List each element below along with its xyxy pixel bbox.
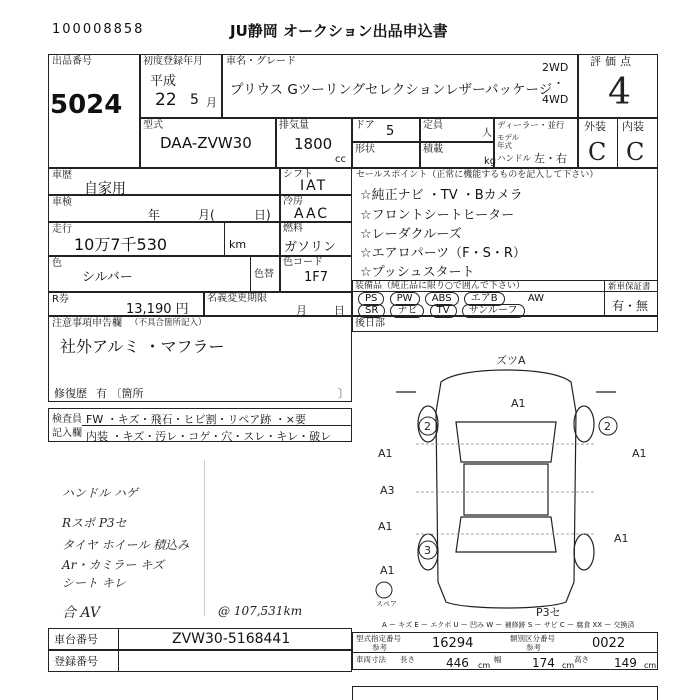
mileage-value: 10万7千530 bbox=[74, 235, 168, 254]
damage-legend: A ー キズ E ー エクボ U ー 凹み W ー 補修跡 S ー サビ C ー 腐食 XX ー 交換済 bbox=[382, 621, 635, 629]
mileage-unit-divider bbox=[224, 222, 225, 256]
handle-value: 左・右 bbox=[534, 152, 567, 165]
inspection-label: 車検 bbox=[52, 197, 72, 208]
name-change-month: 月 bbox=[296, 304, 307, 317]
repair-label: 修復歴 bbox=[54, 387, 87, 400]
equip-aw: AW bbox=[527, 293, 544, 304]
chassis-value: ZVW30-5168441 bbox=[172, 631, 291, 647]
chassis-label: 車台番号 bbox=[54, 633, 98, 646]
notes-label: 注意事項申告欄 bbox=[52, 318, 122, 329]
registration-month-unit: 月 bbox=[206, 96, 217, 109]
car-type-label: 車歴 bbox=[52, 170, 72, 181]
rating-divider bbox=[617, 118, 618, 168]
shift-label: シフト bbox=[283, 169, 313, 180]
inspection-day: 日) bbox=[254, 208, 271, 222]
hand-note-4: Ar・カミラー キズ bbox=[62, 558, 164, 572]
diagram-label-right-rear: A1 bbox=[614, 532, 629, 545]
shape-label: 形状 bbox=[355, 144, 375, 155]
inspector-row-1: FW ・キズ・飛石・ヒビ割・リペア跡 ・×要 bbox=[86, 413, 306, 426]
notes-divider bbox=[204, 460, 205, 616]
load-unit: kg bbox=[484, 156, 497, 167]
registration-label: 初度登録年月 bbox=[143, 56, 203, 67]
diagram-label-left-front: A1 bbox=[378, 447, 393, 460]
width-value: 174 bbox=[532, 656, 555, 670]
sales-point-4: ☆エアロパーツ（F・S・R） bbox=[360, 246, 526, 261]
inspector-label-2: 記入欄 bbox=[52, 428, 82, 439]
form-title: JU静岡 オークション出品申込書 bbox=[230, 22, 448, 40]
width-label: 幅 bbox=[494, 655, 502, 664]
model-code-label: 型式 bbox=[143, 120, 163, 131]
size-label: 車両寸法 bbox=[356, 655, 386, 664]
rating-label: 評価点 bbox=[590, 55, 635, 68]
width-unit: cm bbox=[562, 661, 575, 670]
inspector-label-1: 検査員 bbox=[52, 414, 82, 425]
height-value: 149 bbox=[614, 656, 637, 670]
capacity-unit: 人 bbox=[482, 128, 492, 139]
diagram-label-fr-tire: 2 bbox=[604, 420, 611, 433]
new-manual-divider bbox=[604, 280, 605, 316]
equip-abs: ABS bbox=[425, 292, 459, 306]
aircon-label: 冷房 bbox=[283, 196, 303, 207]
notes-value: 社外アルミ ・マフラー bbox=[60, 337, 225, 356]
color-change-label: 色替 bbox=[254, 269, 274, 280]
car-type-value: 自家用 bbox=[84, 181, 126, 197]
diagram-label-rl-tire: 3 bbox=[424, 544, 431, 557]
diagram-label-fl-tire: 2 bbox=[424, 420, 431, 433]
class-value: 0022 bbox=[592, 636, 626, 651]
lot-number: 5024 bbox=[50, 90, 123, 120]
registration-month: 5 bbox=[190, 92, 199, 108]
inspection-month: 月( bbox=[198, 208, 215, 222]
diagram-label-left-door-1: A1 bbox=[378, 520, 393, 533]
capacity-label: 定員 bbox=[423, 120, 443, 131]
lot-label: 出品番号 bbox=[52, 56, 92, 67]
drive-sep: ・ bbox=[553, 77, 564, 90]
dealer-label: ディーラー・並行 bbox=[497, 121, 565, 131]
interior-label: 内装 bbox=[622, 120, 644, 133]
displacement-label: 排気量 bbox=[279, 120, 309, 131]
equip-ps: PS bbox=[358, 292, 384, 306]
mileage-unit: km bbox=[229, 238, 247, 251]
fuel-label: 燃料 bbox=[283, 223, 303, 234]
rear-seat-cell bbox=[352, 316, 658, 332]
repair-end: 〕 bbox=[338, 387, 349, 400]
color-code-value: 1F7 bbox=[304, 270, 329, 285]
displacement-value: 1800 bbox=[294, 135, 333, 153]
name-change-day: 日 bbox=[334, 304, 345, 317]
exterior-grade: C bbox=[588, 138, 607, 166]
recycle-value: 13,190 円 bbox=[126, 302, 189, 317]
hand-note-6: 合 AV bbox=[62, 605, 100, 621]
model-year-label: モデル年式 bbox=[497, 133, 520, 150]
type-value: 16294 bbox=[432, 636, 474, 651]
drive-2wd: 2WD bbox=[542, 61, 569, 74]
hand-note-3: タイヤ ホイール 積込み bbox=[62, 538, 190, 552]
handle-label: ハンドル bbox=[497, 154, 532, 164]
hand-mileage: @ 107,531km bbox=[218, 604, 303, 618]
car-type-cell bbox=[48, 168, 280, 195]
registration-year: 22 bbox=[155, 90, 177, 110]
length-label: 長さ bbox=[400, 655, 415, 664]
reg-label: 登録番号 bbox=[54, 655, 98, 668]
equip-sunroof: サンルーフ bbox=[462, 304, 525, 318]
equip-sr: SR bbox=[358, 304, 385, 318]
mileage-label: 走行 bbox=[52, 224, 72, 235]
diagram-label-rear: P3セ bbox=[536, 606, 561, 619]
registration-era: 平成 bbox=[150, 74, 177, 89]
equip-tv: TV bbox=[430, 304, 457, 318]
sales-points-label: セールスポイント（正常に機能するものを記入して下さい） bbox=[356, 170, 599, 180]
height-label: 高さ bbox=[574, 655, 589, 664]
spec-row-divider bbox=[352, 652, 658, 653]
aircon-value: AAC bbox=[294, 206, 330, 222]
rating-value: 4 bbox=[608, 72, 631, 113]
damage-diagram bbox=[356, 352, 658, 622]
sales-point-5: ☆プッシュスタート bbox=[360, 265, 475, 280]
doors-label: ドア bbox=[355, 120, 375, 131]
type-label: 型式指定番号 bbox=[356, 634, 401, 643]
name-change-label: 名義変更期限 bbox=[207, 293, 267, 304]
drive-4wd: 4WD bbox=[542, 93, 569, 106]
length-value: 446 bbox=[446, 656, 469, 670]
bottom-stub bbox=[352, 686, 658, 700]
model-code-value: DAA-ZVW30 bbox=[160, 134, 252, 152]
class-label: 類別区分番号 bbox=[510, 634, 555, 643]
class-ref-label: 参考 bbox=[526, 643, 541, 652]
height-unit: cm bbox=[644, 661, 657, 670]
notes-sublabel: （不具合箇所記入） bbox=[130, 318, 207, 328]
interior-grade: C bbox=[626, 138, 645, 166]
equip-pw: PW bbox=[390, 292, 420, 306]
length-unit: cm bbox=[478, 661, 491, 670]
diagram-label-left-door-2: A3 bbox=[380, 484, 395, 497]
equip-airbag: エアB bbox=[464, 292, 505, 306]
hand-note-5: シート キレ bbox=[62, 576, 126, 590]
inspection-year: 年 bbox=[148, 208, 161, 222]
diagram-label-front: ズツA bbox=[496, 354, 526, 367]
repair-value: 有 〔箇所 bbox=[96, 387, 144, 400]
color-code-label: 色コード bbox=[283, 257, 323, 268]
rear-seat-label: 後日部 bbox=[355, 318, 385, 329]
shift-value: IAT bbox=[300, 178, 328, 194]
color-divider bbox=[250, 256, 251, 292]
exterior-label: 外装 bbox=[584, 120, 606, 133]
equipment-label: 装備品（純正品に限り○で囲んで下さい） bbox=[355, 281, 525, 291]
diagram-label-right-front: A1 bbox=[632, 447, 647, 460]
doors-value: 5 bbox=[386, 124, 395, 139]
fuel-value: ガソリン bbox=[284, 240, 337, 255]
model-grade-label: 車名・グレード bbox=[226, 56, 296, 67]
sales-point-1: ☆純正ナビ ・TV ・Bカメラ bbox=[360, 188, 523, 203]
equip-navi: ナビ bbox=[390, 304, 424, 318]
color-value: シルバー bbox=[82, 270, 133, 285]
color-label: 色 bbox=[52, 258, 62, 269]
form-serial-number: 100008858 bbox=[52, 22, 145, 37]
diagram-label-left-rear: A1 bbox=[380, 564, 395, 577]
load-label: 積載 bbox=[423, 144, 443, 155]
displacement-unit: cc bbox=[335, 154, 346, 165]
diagram-spare-label: スペア bbox=[376, 600, 397, 608]
type-ref-label: 参考 bbox=[372, 643, 387, 652]
diagram-label-hood: A1 bbox=[511, 397, 526, 410]
hand-note-2: Rスポ P3セ bbox=[62, 516, 127, 530]
sales-point-3: ☆レーダクルーズ bbox=[360, 227, 462, 242]
new-manual-label: 新車保証書 bbox=[608, 282, 651, 292]
recycle-label: R券 bbox=[52, 294, 69, 305]
inspector-row-2: 内装 ・キズ・汚レ・コゲ・穴・スレ・キレ・破レ bbox=[86, 430, 332, 443]
model-grade-value: プリウス Gツーリングセレクションレザーパッケージ bbox=[230, 82, 553, 98]
sales-point-2: ☆フロントシートヒーター bbox=[360, 208, 515, 223]
new-manual-value: 有・無 bbox=[612, 299, 649, 313]
hand-note-1: ハンドル ハゲ bbox=[62, 486, 138, 500]
inspection-cell bbox=[48, 195, 280, 222]
